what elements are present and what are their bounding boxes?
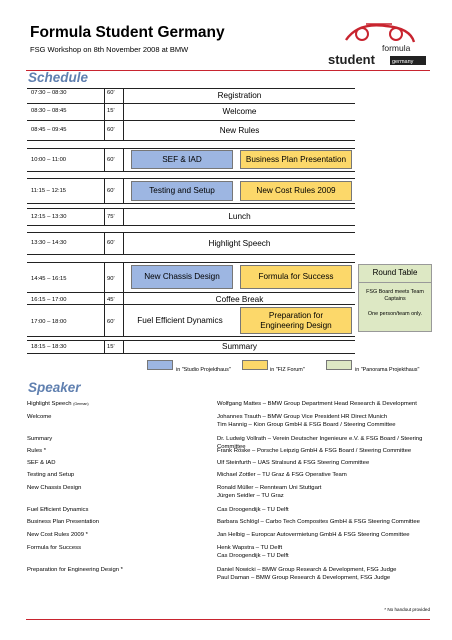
speaker-name: Barbara Schlögl – Carbo Tech Composites GmbH & FSG Steering Committee bbox=[217, 519, 420, 525]
speaker-role: SEF & IAD bbox=[27, 460, 56, 466]
row-border bbox=[27, 304, 355, 305]
speaker-name: Henk Wapstra – TU Delft bbox=[217, 545, 283, 551]
speaker-name: Wolfgang Mattes – BMW Group Department Head Research & Development bbox=[217, 401, 417, 407]
speaker-name: Tim Hannig – Kion Group GmbH & FSG Board / Steering Committee bbox=[217, 422, 396, 428]
duration-cell: 75' bbox=[107, 214, 115, 220]
session-preparation-engineering: Preparation for Engineering Design bbox=[240, 307, 352, 334]
logo-word-student: student bbox=[328, 52, 375, 67]
time-cell: 08:30 – 08:45 bbox=[31, 108, 67, 114]
time-cell: 10:00 – 11:00 bbox=[31, 157, 67, 163]
row-border bbox=[27, 140, 355, 141]
duration-cell: 60' bbox=[107, 90, 115, 96]
session-new-rules: New Rules bbox=[219, 126, 260, 135]
session-summary: Summary bbox=[221, 342, 258, 351]
legend-swatch-fiz bbox=[242, 360, 268, 370]
row-border bbox=[27, 292, 355, 293]
column-divider bbox=[104, 148, 105, 171]
speaker-name: Daniel Nowicki – BMW Group Research & Development, FSG Judge bbox=[217, 567, 397, 573]
speaker-role: Highlight Speech (German) bbox=[27, 401, 89, 407]
speaker-name: Cas Droogendijk – TU Delft bbox=[217, 507, 289, 513]
speaker-role: Preparation for Engineering Design * bbox=[27, 567, 123, 573]
duration-cell: 60' bbox=[107, 188, 115, 194]
speaker-name: Dr. Ludwig Vollrath – Verein Deutscher Ingenieure e.V. & FSG Board / Steering Committee bbox=[217, 436, 423, 450]
session-welcome: Welcome bbox=[222, 107, 257, 116]
race-car-icon bbox=[346, 24, 414, 42]
time-cell: 08:45 – 09:45 bbox=[31, 127, 67, 133]
logo-word-germany: germany bbox=[392, 59, 414, 65]
session-sef-iad: SEF & IAD bbox=[131, 150, 233, 169]
fsg-logo bbox=[306, 18, 428, 70]
legend-label-fiz: in "FIZ Forum" bbox=[270, 367, 305, 373]
speaker-role-note: (German) bbox=[73, 402, 89, 406]
legend-label-panorama: in "Panorama Projekthaus" bbox=[355, 367, 420, 373]
row-border bbox=[27, 262, 355, 263]
session-lunch: Lunch bbox=[228, 212, 251, 221]
speaker-name: Johannes Trauth – BMW Group Vice President HR Direct Munich bbox=[217, 414, 388, 420]
row-border bbox=[27, 208, 355, 209]
footer-rule bbox=[26, 619, 430, 620]
column-divider bbox=[104, 208, 105, 225]
row-border bbox=[27, 225, 355, 226]
row-border bbox=[27, 88, 355, 89]
speaker-name: Ronald Müller – Rennteam Uni Stuttgart bbox=[217, 485, 322, 491]
session-new-cost-rules: New Cost Rules 2009 bbox=[240, 181, 352, 201]
session-testing-setup: Testing and Setup bbox=[131, 181, 233, 201]
duration-cell: 60' bbox=[107, 157, 115, 163]
speaker-role: Rules * bbox=[27, 448, 46, 454]
session-coffee-break: Coffee Break bbox=[215, 295, 264, 304]
duration-cell: 45' bbox=[107, 297, 115, 303]
row-border bbox=[27, 353, 355, 354]
row-border bbox=[27, 232, 355, 233]
legend-swatch-studio bbox=[147, 360, 173, 370]
session-business-plan: Business Plan Presentation bbox=[240, 150, 352, 169]
speaker-name: Paul Daman – BMW Group Research & Development, FSG Judge bbox=[217, 575, 391, 581]
column-divider bbox=[104, 178, 105, 203]
row-border bbox=[27, 336, 355, 337]
duration-cell: 60' bbox=[107, 319, 115, 325]
speaker-role: Business Plan Presentation bbox=[27, 519, 100, 525]
speaker-role: Summary bbox=[27, 436, 53, 442]
row-border bbox=[27, 120, 355, 121]
time-cell: 11:15 – 12:15 bbox=[31, 188, 67, 194]
speaker-role: Testing and Setup bbox=[27, 472, 75, 478]
footnote: * No handout provided bbox=[384, 607, 430, 612]
round-table-title: Round Table bbox=[372, 268, 418, 277]
session-new-chassis: New Chassis Design bbox=[131, 265, 233, 289]
round-table-line1: FSG Board meets Team Captains bbox=[366, 289, 424, 302]
speaker-role: Fuel Efficient Dynamics bbox=[27, 507, 89, 513]
time-cell: 14:45 – 16:15 bbox=[31, 276, 67, 282]
schedule-heading: Schedule bbox=[28, 70, 89, 85]
time-cell: 07:30 – 08:30 bbox=[31, 90, 67, 96]
speaker-name: Ulf Steinfurth – UAS Stralsund & FSG Steering Committee bbox=[217, 460, 370, 466]
column-divider bbox=[104, 232, 105, 254]
row-border bbox=[27, 340, 355, 341]
time-cell: 18:15 – 18:30 bbox=[31, 344, 67, 350]
speaker-role: New Chassis Design bbox=[27, 485, 82, 491]
time-cell: 13:30 – 14:30 bbox=[31, 240, 67, 246]
page-title: Formula Student Germany bbox=[30, 24, 225, 41]
logo-word-formula: formula bbox=[382, 43, 411, 53]
page-subtitle: FSG Workshop on 8th November 2008 at BMW bbox=[30, 45, 189, 54]
row-border bbox=[27, 203, 355, 204]
speaker-name: Jan Helbig – Europcar Autovermietung GmbH & FSG Steering Committee bbox=[217, 532, 410, 538]
legend-label-studio: in "Studio Projekthaus" bbox=[176, 367, 231, 373]
session-formula-success: Formula for Success bbox=[240, 265, 352, 289]
session-registration: Registration bbox=[217, 91, 262, 100]
row-border bbox=[27, 171, 355, 172]
time-cell: 17:00 – 18:00 bbox=[31, 319, 67, 325]
round-table-divider bbox=[358, 282, 432, 283]
column-divider bbox=[104, 262, 105, 336]
legend-swatch-panorama bbox=[326, 360, 352, 370]
column-divider bbox=[123, 148, 124, 171]
duration-cell: 90' bbox=[107, 276, 115, 282]
column-divider bbox=[104, 340, 105, 353]
speaker-role: Formula for Success bbox=[27, 545, 82, 551]
speaker-heading: Speaker bbox=[28, 380, 81, 395]
round-table-line2: One person/team only. bbox=[367, 311, 423, 317]
row-border bbox=[27, 254, 355, 255]
row-border bbox=[27, 178, 355, 179]
time-cell: 16:15 – 17:00 bbox=[31, 297, 67, 303]
duration-cell: 60' bbox=[107, 127, 115, 133]
speaker-role: Welcome bbox=[27, 414, 52, 420]
column-divider bbox=[104, 88, 105, 140]
column-divider bbox=[123, 178, 124, 203]
speaker-role: New Cost Rules 2009 * bbox=[27, 532, 88, 538]
duration-cell: 15' bbox=[107, 108, 115, 114]
speaker-name: Michael Zottler – TU Graz & FSG Operative Team bbox=[217, 472, 347, 478]
speaker-name: Frank Röske – Porsche Leipzig GmbH & FSG Board / Steering Committee bbox=[217, 448, 412, 454]
speaker-name: Jürgen Seidler – TU Graz bbox=[217, 493, 284, 499]
session-fuel-efficient: Fuel Efficient Dynamics bbox=[128, 307, 232, 334]
row-border bbox=[27, 148, 355, 149]
speaker-name: Cas Droogendijk – TU Delft bbox=[217, 553, 289, 559]
duration-cell: 60' bbox=[107, 240, 115, 246]
duration-cell: 15' bbox=[107, 344, 115, 350]
time-cell: 12:15 – 13:30 bbox=[31, 214, 67, 220]
row-border bbox=[27, 103, 355, 104]
session-highlight-speech: Highlight Speech bbox=[208, 239, 271, 248]
